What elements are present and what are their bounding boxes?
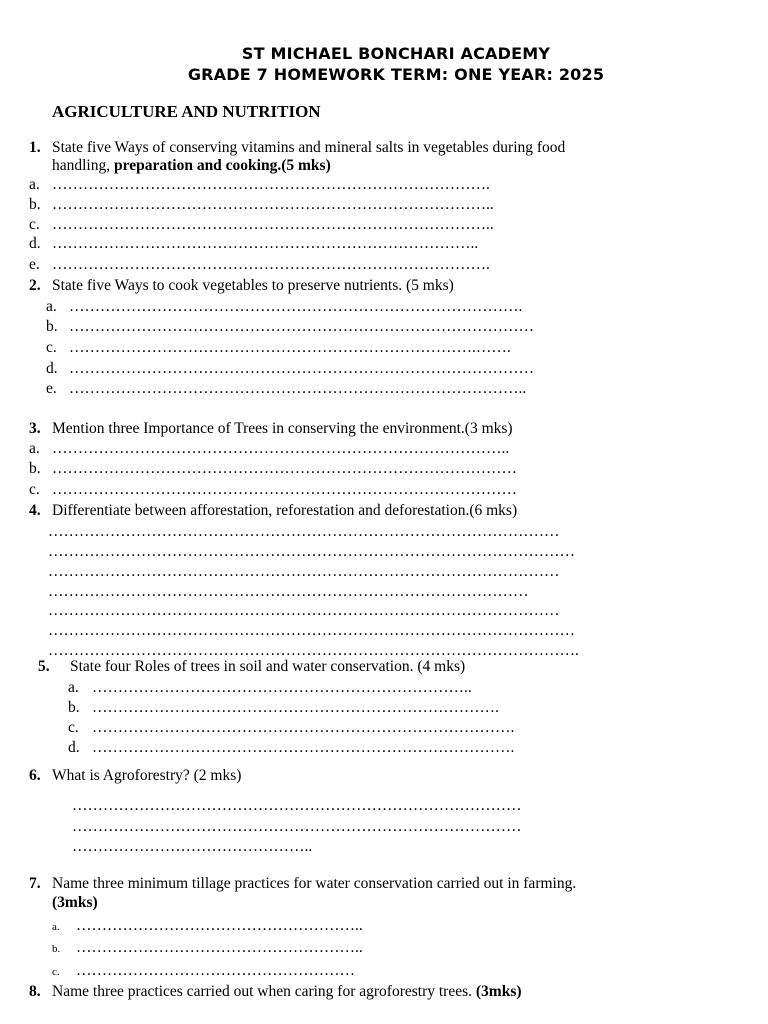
answer-line[interactable]: b. …………………………………………………………………………..: [29, 196, 494, 213]
question-number: 3.: [29, 420, 41, 437]
answer-line[interactable]: ………………………………………………………………………………………: [48, 602, 560, 619]
question-text-plain: handling,: [52, 157, 114, 174]
answer-line[interactable]: b. ………………………………………………………………………………: [29, 460, 517, 477]
answer-line[interactable]: c. ………………………………………………………………………………: [29, 481, 517, 498]
answer-line[interactable]: c. ………………………………………………: [52, 962, 355, 979]
homework-subtitle: GRADE 7 HOMEWORK TERM: ONE YEAR: 2025: [187, 65, 605, 84]
question-marks: preparation and cooking.(5 mks): [114, 157, 331, 174]
answer-line[interactable]: …………………………………………………………………………………: [48, 583, 529, 600]
answer-line[interactable]: d. ……………………………………………………………………….: [68, 739, 515, 756]
answer-line[interactable]: d. ………………………………………………………………………..: [29, 235, 479, 252]
question-text: What is Agroforestry? (2 mks): [52, 767, 242, 784]
question-number: 4.: [29, 502, 41, 519]
answer-line[interactable]: ………………………………………………………………………………………: [48, 523, 560, 540]
answer-line[interactable]: b. ………………………………………………..: [52, 939, 363, 956]
question-text: State four Roles of trees in soil and water conservation. (4 mks): [70, 658, 466, 675]
answer-line[interactable]: ……………………………………………………………………………: [72, 818, 522, 835]
question-text: Name three practices carried out when caring for agroforestry trees. (3mks): [52, 983, 522, 1000]
answer-line[interactable]: b. ………………………………………………………………………………: [46, 318, 534, 335]
school-name: ST MICHAEL BONCHARI ACADEMY: [241, 44, 551, 63]
answer-line[interactable]: c. …………………………………………………………………….…….: [46, 339, 511, 356]
answer-line[interactable]: a. ……………………………………………………………………………..: [29, 440, 510, 457]
answer-line[interactable]: ………………………………………..: [72, 838, 313, 855]
subject-heading: AGRICULTURE AND NUTRITION: [52, 102, 321, 121]
answer-line[interactable]: a. …………………………………………………………………………….: [46, 298, 523, 315]
answer-line[interactable]: ………………………………………………………………………………………….: [48, 642, 579, 659]
question-text: State five Ways to cook vegetables to preserve nutrients. (5 mks): [52, 277, 454, 294]
question-1-text-continued: [52, 157, 331, 175]
answer-line[interactable]: b. …………………………………………………………………….: [68, 699, 499, 716]
answer-line[interactable]: a. ………………………………………………………………………….: [29, 176, 490, 193]
question-text: State five Ways of conserving vitamins and mineral salts in vegetables during food: [52, 139, 566, 156]
question-number: 8.: [29, 983, 41, 1000]
question-number: 1.: [29, 139, 41, 156]
answer-line[interactable]: ………………………………………………………………………………………: [48, 563, 560, 580]
answer-line[interactable]: d. ………………………………………………………………………………: [46, 360, 534, 377]
question-number: 2.: [29, 277, 41, 294]
answer-line[interactable]: e. ……………………………………………………………………………..: [46, 380, 527, 397]
answer-line[interactable]: …………………………………………………………………………………………: [48, 622, 575, 639]
question-text: Differentiate between afforestation, reforestation and deforestation.(6 mks): [52, 502, 518, 519]
answer-line[interactable]: a. ………………………………………………………………..: [68, 679, 472, 696]
answer-line[interactable]: c. …………………………………………………………………………..: [29, 216, 494, 233]
question-marks: (3mks): [52, 894, 98, 911]
answer-line[interactable]: a. ………………………………………………..: [52, 917, 363, 934]
question-marks: (3mks): [475, 983, 522, 1000]
question-number: 6.: [29, 767, 41, 784]
answer-line[interactable]: c. ……………………………………………………………………….: [68, 719, 515, 736]
question-text: Mention three Importance of Trees in conserving the environment.(3 mks): [52, 420, 513, 437]
question-number: 7.: [29, 875, 41, 892]
question-text: Name three minimum tillage practices for water conservation carried out in farming.: [52, 875, 577, 892]
answer-line[interactable]: ……………………………………………………………………………: [72, 797, 522, 814]
answer-line[interactable]: …………………………………………………………………………………………: [48, 543, 575, 560]
question-number: 5.: [38, 658, 50, 675]
answer-line[interactable]: e. ………………………………………………………………………….: [29, 256, 490, 273]
